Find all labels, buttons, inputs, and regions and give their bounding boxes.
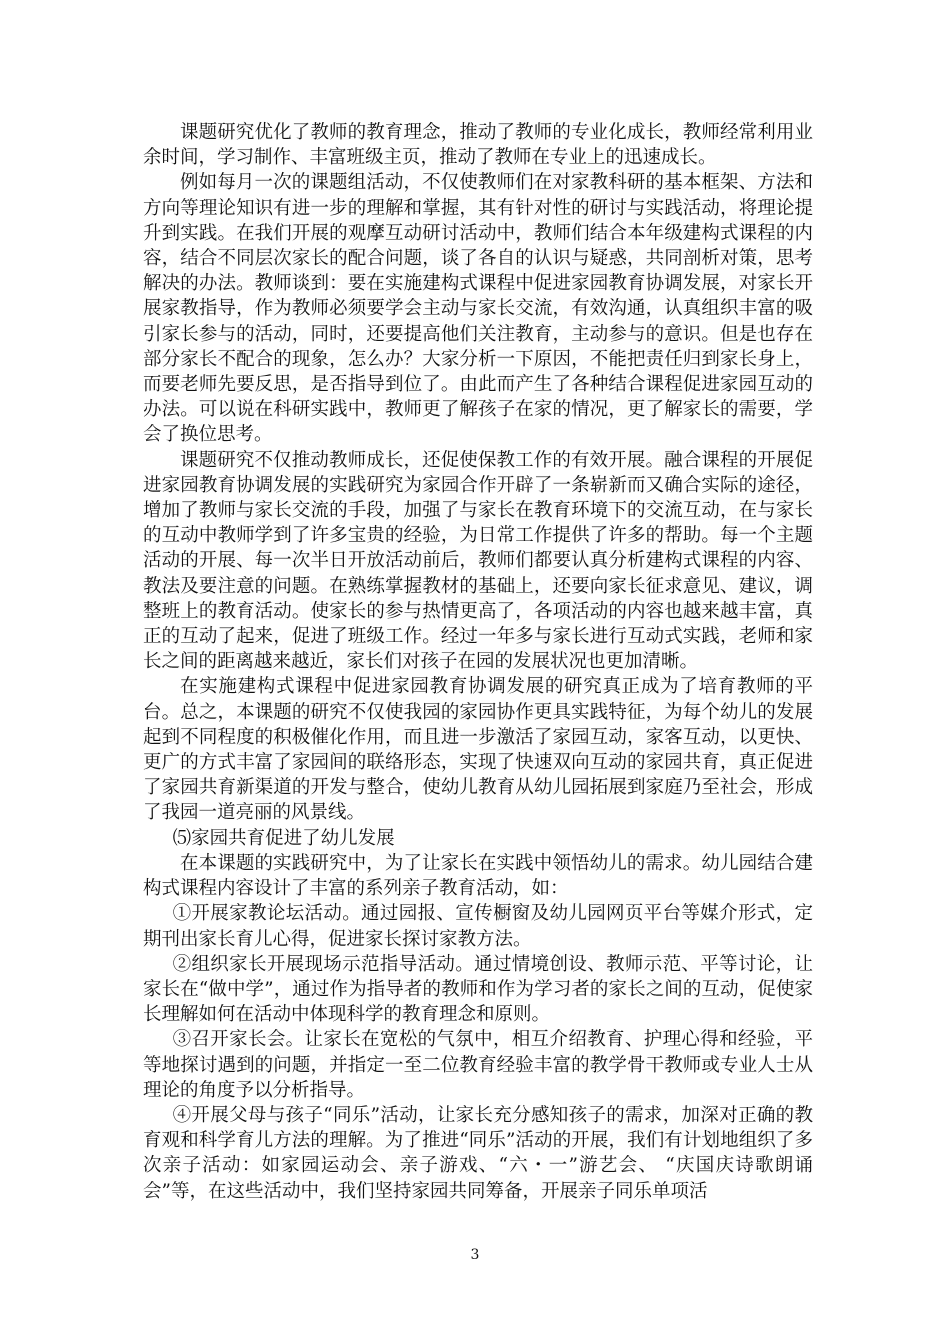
list-item: ③召开家长会。让家长在宽松的气氛中，相互介绍教育、护理心得和经验，平等地探讨遇到的问题，并指定一至二位教育经验丰富的教学骨干教师或专业人士从理论的角度予以分析指导。 bbox=[143, 1029, 813, 1101]
list-item: ④开展父母与孩子“同乐”活动，让家长充分感知孩子的需求，加深对正确的教育观和科学育儿方法的理解。为了推进“同乐”活动的开展，我们有计划地组织了多次亲子活动：如家园运动会、亲子游戏、“六・一”游艺会、 “庆国庆诗歌朗诵会”等，在这些活动中，我们坚持家园共同筹备，开展亲子同乐单项活 bbox=[143, 1104, 813, 1202]
page-number: 3 bbox=[470, 1247, 480, 1263]
paragraph-summary: 在实施建构式课程中促进家园教育协调发展的研究真正成为了培育教师的平台。总之，本课题的研究不仅使我园的家园协作更具实践特征，为每个幼儿的发展起到不同程度的积极催化作用，而且进一步激活了家园互动，家客互动，以更快、更广的方式丰富了家园间的联络形态，实现了快速双向互动的家园共育，真正促进了家园共育新渠道的开发与整合，使幼儿教育从幼儿园拓展到家庭乃至社会，形成了我园一道亮丽的风景线。 bbox=[143, 676, 813, 824]
paragraph-research-group: 例如每月一次的课题组活动，不仅使教师们在对家教科研的基本框架、方法和方向等理论知识有进一步的理解和掌握，其有针对性的研讨与实践活动，将理论提升到实践。在我们开展的观摩互动研讨活动中，教师们结合本年级建构式课程的内容，结合不同层次家长的配合问题，谈了各自的认识与疑惑，共同剖析对策，思考解决的办法。教师谈到：要在实施建构式课程中促进家园教育协调发展，对家长开展家教指导，作为教师必须要学会主动与家长交流，有效沟通，认真组织丰富的吸引家长参与的活动，同时，还要提高他们关注教育，主动参与的意识。但是也存在部分家长不配合的现象，怎么办？大家分析一下原因，不能把责任归到家长身上，而要老师先要反思，是否指导到位了。由此而产生了各种结合课程促进家园互动的办法。可以说在科研实践中，教师更了解孩子在家的情况，更了解家长的需要，学会了换位思考。 bbox=[143, 172, 813, 446]
paragraph-childcare-work: 课题研究不仅推动教师成长，还促使保教工作的有效开展。融合课程的开展促进家园教育协调发展的实践研究为家园合作开辟了一条崭新而又确合实际的途径，增加了教师与家长交流的手段，加强了与家长在教育环境下的交流互动，在与家长的互动中教师学到了许多宝贵的经验，为日常工作提供了许多的帮助。每一个主题活动的开展、每一次半日开放活动前后，教师们都要认真分析建构式课程的内容、教法及要注意的问题。在熟练掌握教材的基础上，还要向家长征求意见、建议，调整班上的教育活动。使家长的参与热情更高了，各项活动的内容也越来越丰富，真正的互动了起来，促进了班级工作。经过一年多与家长进行互动式实践，老师和家长之间的距离越来越近，家长们对孩子在园的发展状况也更加清晰。 bbox=[143, 449, 813, 673]
paragraph-teacher-growth: 课题研究优化了教师的教育理念，推动了教师的专业化成长，教师经常利用业余时间，学习制作、丰富班级主页，推动了教师在专业上的迅速成长。 bbox=[143, 122, 813, 169]
list-item: ①开展家教论坛活动。通过园报、宣传橱窗及幼儿园网页平台等媒介形式，定期刊出家长育儿心得，促进家长探讨家教方法。 bbox=[143, 903, 813, 950]
paragraph-intro: 在本课题的实践研究中，为了让家长在实践中领悟幼儿的需求。幼儿园结合建构式课程内容设计了丰富的系列亲子教育活动，如： bbox=[143, 852, 813, 900]
list-item: ②组织家长开展现场示范指导活动。通过情境创设、教师示范、平等讨论，让家长在“做中学”，通过作为指导者的教师和作为学习者的家长之间的互动，促使家长理解如何在活动中体现科学的教育理念和原则。 bbox=[143, 953, 813, 1026]
body-text bbox=[143, 120, 813, 1204]
section-heading: ⑸家园共育促进了幼儿发展 bbox=[172, 827, 395, 849]
